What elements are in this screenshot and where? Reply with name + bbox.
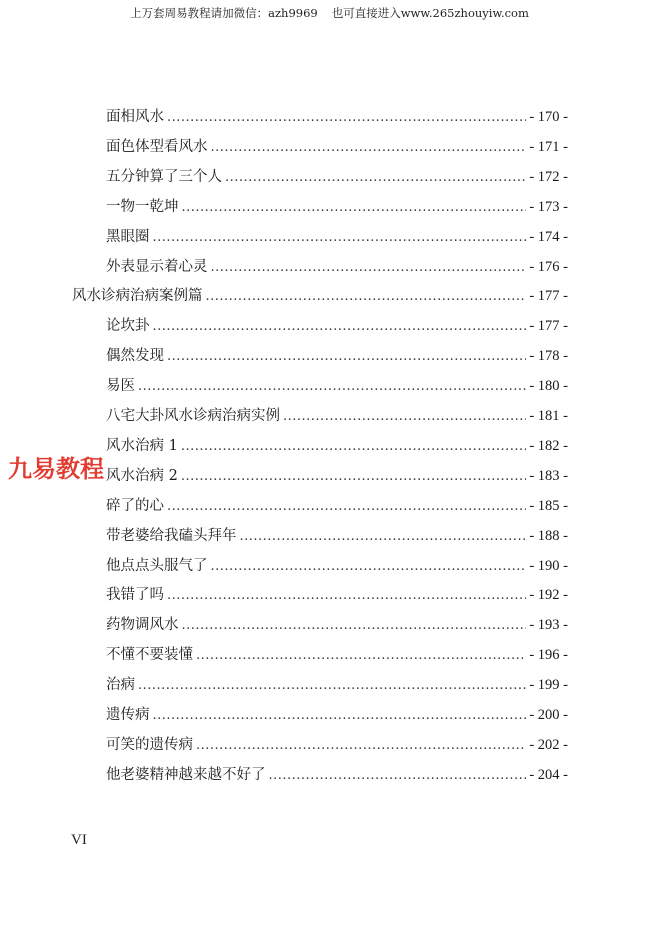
dot-leader — [182, 615, 527, 637]
toc-entry-title: 治病 — [106, 677, 135, 694]
toc-entry[interactable] — [106, 405, 568, 427]
toc-entry-title: 一物一乾坤 — [106, 198, 179, 215]
toc-entry-page: - 199 - — [529, 677, 568, 694]
toc-entry-page: - 173 - — [529, 198, 568, 215]
page-number: VI — [71, 832, 87, 848]
dot-leader — [206, 286, 527, 308]
toc-entry[interactable] — [106, 644, 568, 666]
toc-entry-title: 黑眼圈 — [106, 228, 150, 245]
toc-entry-title: 易医 — [106, 378, 135, 395]
toc-entry-page: - 185 - — [529, 497, 568, 514]
toc-entry-title: 五分钟算了三个人 — [106, 168, 222, 185]
toc-entry[interactable] — [106, 345, 568, 367]
toc-entry[interactable] — [106, 166, 568, 188]
toc-entry-title: 可笑的遗传病 — [106, 736, 193, 753]
dot-leader — [196, 645, 526, 667]
dot-leader — [211, 257, 527, 279]
toc-entry[interactable] — [106, 315, 568, 337]
toc-entry-page: - 176 - — [529, 258, 568, 275]
toc-entry-page: - 183 - — [529, 467, 568, 484]
toc-entry-page: - 192 - — [529, 587, 568, 604]
watermark-logo: 九易教程 — [8, 455, 104, 483]
dot-leader — [167, 107, 526, 129]
dot-leader — [138, 675, 526, 697]
toc-entry-page: - 180 - — [529, 378, 568, 395]
toc-entry-page: - 177 - — [529, 288, 568, 305]
dot-leader — [196, 735, 526, 757]
toc-entry-title: 风水治病 1 — [106, 437, 178, 454]
toc-entry[interactable] — [72, 285, 568, 307]
toc-entry-page: - 182 - — [529, 437, 568, 454]
toc-entry-page: - 171 - — [529, 138, 568, 155]
toc-entry-page: - 178 - — [529, 348, 568, 365]
toc-entry-page: - 202 - — [529, 736, 568, 753]
toc-entry-title: 风水诊病治病案例篇 — [72, 288, 203, 305]
toc-entry-page: - 204 - — [529, 766, 568, 783]
toc-entry-title: 论坎卦 — [106, 318, 150, 335]
toc-entry[interactable] — [106, 525, 568, 547]
toc-entry-page: - 177 - — [529, 318, 568, 335]
toc-entry[interactable] — [106, 136, 568, 158]
toc-entry-page: - 174 - — [529, 228, 568, 245]
page-header — [0, 5, 659, 21]
dot-leader — [153, 227, 527, 249]
header-wechat-text: 上万套周易教程请加微信：azh9969 — [130, 6, 318, 20]
toc-entry-title: 遗传病 — [106, 707, 150, 723]
toc-entry-title: 带老婆给我磕头拜年 — [106, 527, 237, 544]
toc-entry[interactable] — [106, 584, 568, 606]
toc-entry-page: - 193 - — [529, 617, 568, 634]
toc-entry[interactable] — [106, 106, 568, 128]
dot-leader — [167, 496, 526, 518]
toc-entry-title: 他老婆精神越来越不好了 — [106, 766, 266, 783]
toc-entry-title: 碎了的心 — [106, 497, 164, 514]
dot-leader — [240, 526, 527, 548]
dot-leader — [167, 346, 526, 368]
toc-entry[interactable] — [106, 674, 568, 696]
toc-entry[interactable] — [106, 704, 568, 726]
toc-entry-title: 不懂不要装懂 — [106, 647, 193, 664]
toc-entry-title: 他点点头服气了 — [106, 557, 208, 574]
dot-leader — [211, 137, 527, 159]
dot-leader — [269, 765, 527, 787]
toc-entry[interactable] — [106, 734, 568, 756]
toc-entry-page: - 172 - — [529, 168, 568, 185]
toc-entry[interactable] — [106, 764, 568, 786]
header-website-text: 也可直接进入www.265zhouyiw.com — [331, 6, 529, 20]
toc-entry-page: - 200 - — [529, 707, 568, 723]
toc-entry[interactable] — [106, 375, 568, 397]
toc-entry-title: 药物调风水 — [106, 617, 179, 634]
dot-leader — [153, 316, 527, 338]
toc-entry-page: - 196 - — [529, 647, 568, 664]
toc-entry-title: 面色体型看风水 — [106, 138, 208, 155]
dot-leader — [181, 466, 526, 488]
toc-entry[interactable] — [106, 196, 568, 218]
toc-entry-title: 偶然发现 — [106, 348, 164, 365]
dot-leader — [181, 436, 526, 458]
toc-entry-title: 风水治病 2 — [106, 467, 178, 484]
toc-entry-page: - 181 - — [529, 408, 568, 424]
toc-entry-page: - 170 - — [529, 109, 568, 125]
toc-entry-title: 面相风水 — [106, 109, 164, 125]
dot-leader — [182, 197, 527, 219]
toc-entry-title: 八宅大卦风水诊病治病实例 — [106, 408, 280, 424]
dot-leader — [138, 376, 526, 398]
dot-leader — [283, 406, 526, 428]
toc-entry[interactable] — [106, 256, 568, 278]
toc-entry[interactable] — [106, 495, 568, 517]
toc-entry-title: 外表显示着心灵 — [106, 258, 208, 275]
toc-entry[interactable] — [106, 555, 568, 577]
dot-leader — [225, 167, 526, 189]
dot-leader — [153, 705, 527, 727]
toc-entry-title: 我错了吗 — [106, 587, 164, 604]
toc-entry[interactable] — [106, 435, 568, 457]
dot-leader — [167, 585, 526, 607]
toc-entry[interactable] — [106, 226, 568, 248]
toc-entry-page: - 188 - — [529, 527, 568, 544]
toc-entry[interactable] — [106, 614, 568, 636]
toc-entry[interactable] — [106, 465, 568, 487]
toc-entry-page: - 190 - — [529, 557, 568, 574]
dot-leader — [211, 556, 527, 578]
